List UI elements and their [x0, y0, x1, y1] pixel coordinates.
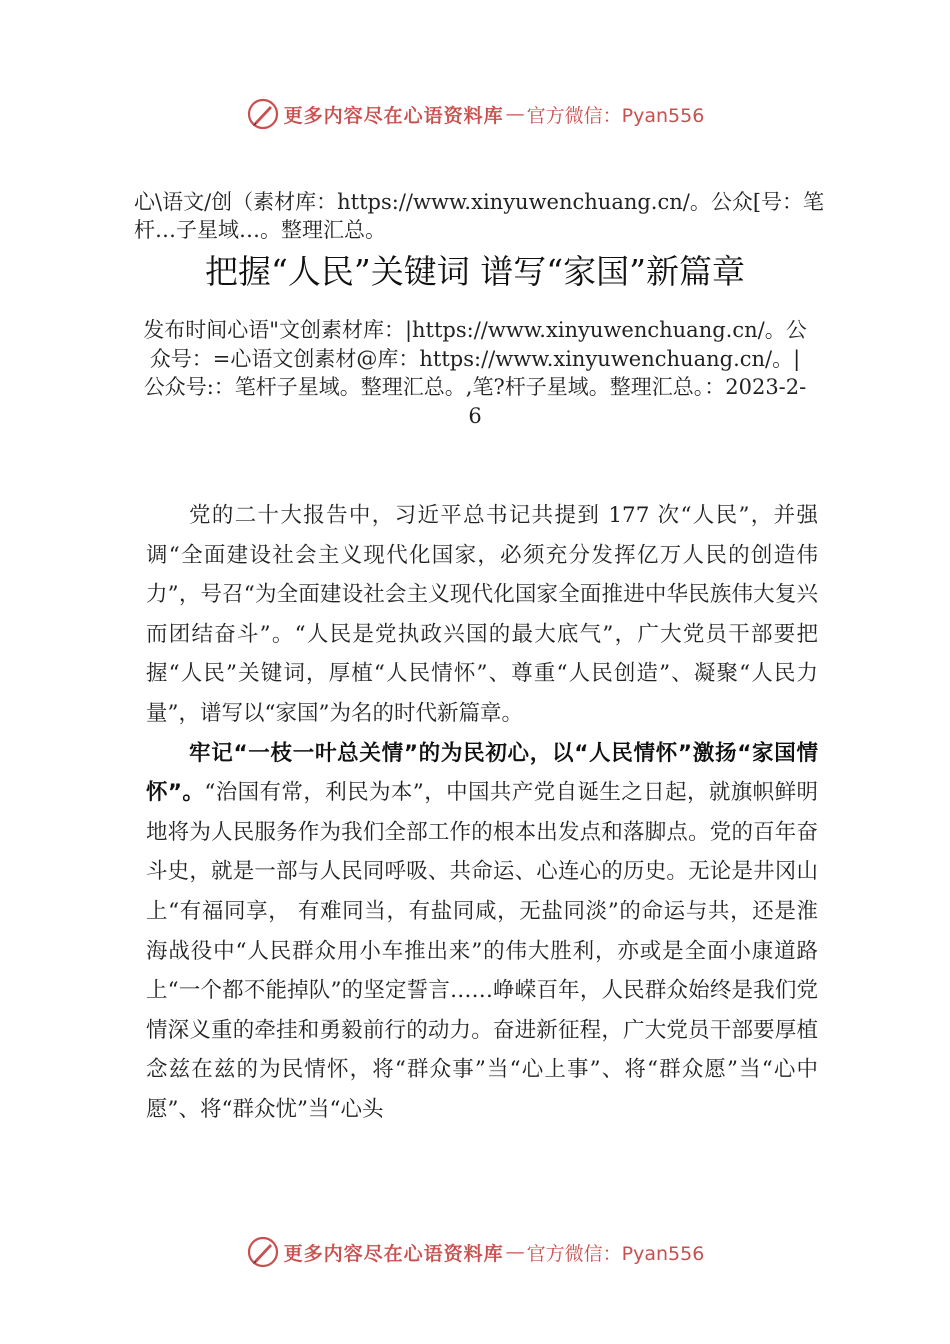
article-title: 把握“人民”关键词 谱写“家国”新篇章 [205, 252, 745, 291]
banner-dash: — [505, 1241, 525, 1263]
pen-logo-icon [246, 1235, 280, 1269]
banner-text: 更多内容尽在心语资料库 [283, 1242, 504, 1265]
paragraph-2 [146, 734, 818, 1130]
paragraph-2-text: “治国有常，利民为本”，中国共产党自诞生之日起，就旗帜鲜明地将为人民服务作为我们全部工作的根本出发点和落脚点。党的百年奋斗史，就是一部与人民同呼吸、共命运、心连心的历史。无论是井冈山上“有福同享， 有难同当，有盐同咸，无盐同淡”的命运与共，还是淮海战役中“人民群众用小车推出来”的伟大胜利，亦或是全面小康道路上“一个都不能掉队”的坚定誓言……峥嵘百年，人民群众始终是我们党情深义重的牵挂和勇毅前行的动力。奋进新征程，广大党员干部要厚植念兹在兹的为民情怀，将“群众事”当“心上事”、将“群众愿”当“心中愿”、将“群众忧”当“心头 [146, 780, 818, 1122]
banner-dash: — [505, 103, 525, 125]
article-body [146, 496, 818, 1130]
publish-meta: 发布时间心语"文创素材库：|https://www.xinyuwenchuang.cn/。公众号：=心语文创素材@库：https://www.xinyuwenchuang.cn/。|公众号:：笔杆子星域。整理汇总。,笔?杆子星域。整理汇总。：2023-2-6 [143, 318, 807, 428]
banner-wechat: 官方微信：Pyan556 [526, 1242, 705, 1265]
footer-banner [0, 1232, 950, 1272]
pen-logo-icon [246, 97, 280, 131]
paragraph-1: 党的二十大报告中，习近平总书记共提到 177 次“人民”，并强调“全面建设社会主义现代化国家，必须充分发挥亿万人民的创造伟力”，号召“为全面建设社会主义现代化国家全面推进中华民族伟大复兴而团结奋斗”。“人民是党执政兴国的最大底气”，广大党员干部要把握“人民”关键词，厚植“人民情怀”、尊重“人民创造”、凝聚“人民力量”，谱写以“家国”为名的时代新篇章。 [146, 503, 818, 726]
paragraph-2-heading: 牢记“一枝一叶总关情”的为民初心，以“人民情怀”激扬“家国情怀”。 [146, 740, 818, 806]
banner-wechat: 官方微信：Pyan556 [526, 104, 705, 127]
banner-text: 更多内容尽在心语资料库 [283, 104, 504, 127]
header-banner [0, 94, 950, 134]
source-line: 心\语文/创（素材库：https://www.xinyuwenchuang.cn/。公众[号：笔杆…子星域…。整理汇总。 [134, 190, 825, 242]
